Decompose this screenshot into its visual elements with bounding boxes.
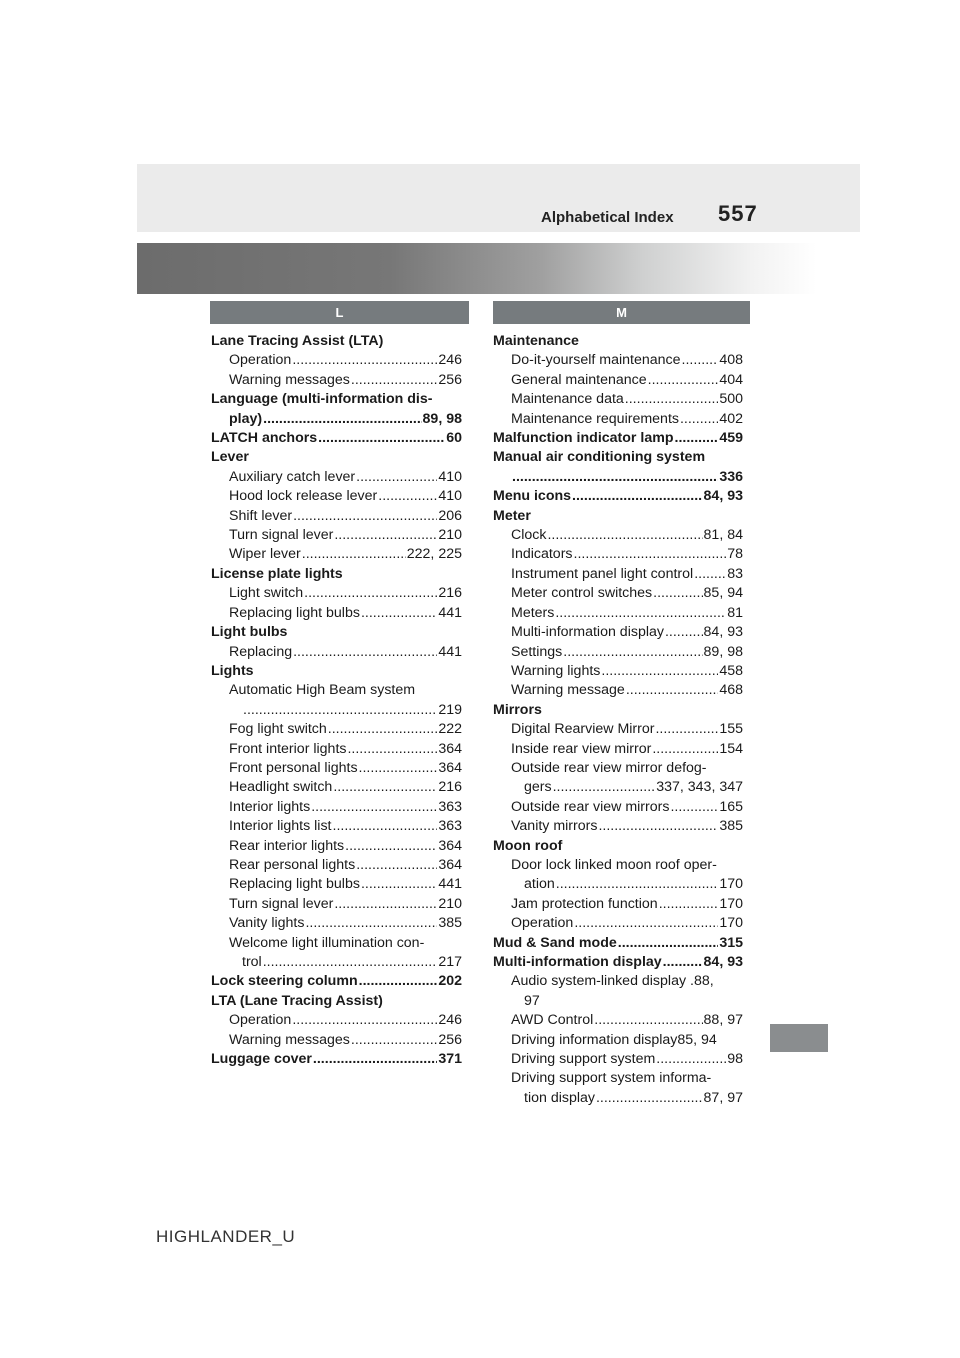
entry-page-ref: 87, 97 <box>703 1089 743 1106</box>
index-subentry[interactable] <box>211 895 462 914</box>
entry-label: LATCH anchors <box>211 430 318 447</box>
entry-label: Outside rear view mirrors <box>511 798 670 815</box>
entry-label: Driving support system <box>511 1051 656 1068</box>
entry-page-ref: 216 <box>438 585 462 602</box>
entry-label: Auxiliary catch lever <box>229 468 356 485</box>
leader-dots <box>345 837 437 856</box>
entry-label: Headlight switch <box>229 779 333 796</box>
index-subentry[interactable] <box>211 914 462 933</box>
leader-dots <box>596 1089 703 1108</box>
entry-page-ref: 219 <box>438 701 462 718</box>
leader-dots <box>292 1011 437 1030</box>
leader-dots <box>356 468 437 487</box>
index-subentry-text: Driving support system informa- <box>511 1070 712 1087</box>
entry-page-ref: 210 <box>438 527 462 544</box>
index-subentry[interactable] <box>211 798 462 817</box>
entry-page-ref: 404 <box>719 371 743 388</box>
leader-dots <box>625 390 719 409</box>
entry-page-ref: 98 <box>727 1051 743 1068</box>
leader-dots <box>652 740 718 759</box>
leader-dots <box>574 914 718 933</box>
entry-label: ation <box>524 876 555 893</box>
leader-dots <box>359 972 438 991</box>
entry-label: Jam protection function <box>511 895 658 912</box>
index-subentry[interactable] <box>493 390 743 409</box>
entry-page-ref: 165 <box>719 798 743 815</box>
entry-label: gers <box>524 779 552 796</box>
entry-page-ref: 246 <box>438 1012 462 1029</box>
entry-page-ref: 363 <box>438 798 462 815</box>
entry-label: Meters <box>511 604 555 621</box>
entry-page-ref: 84, 93 <box>703 624 743 641</box>
entry-page-ref: 246 <box>438 352 462 369</box>
index-subentry[interactable] <box>211 487 462 506</box>
leader-dots <box>334 526 437 545</box>
leader-dots <box>378 487 437 506</box>
entry-page-ref: 88, 97 <box>703 1012 743 1029</box>
entry-page-ref: 441 <box>438 643 462 660</box>
index-subentry-text: Automatic High Beam system <box>229 682 416 699</box>
index-subentry-continued[interactable] <box>493 875 743 894</box>
index-entry[interactable] <box>493 953 743 972</box>
leader-dots <box>333 778 437 797</box>
entry-label: Meter control switches <box>511 585 653 602</box>
index-subentry[interactable] <box>211 604 462 623</box>
index-subentry[interactable] <box>493 1011 743 1030</box>
entry-label: Warning lights <box>511 662 601 679</box>
index-subentry[interactable] <box>493 914 743 933</box>
index-subentry[interactable] <box>493 681 743 700</box>
leader-dots <box>653 584 702 603</box>
index-subentry[interactable] <box>211 545 462 564</box>
leader-dots <box>243 701 437 720</box>
index-entry-continued[interactable] <box>211 410 462 429</box>
page-title: Alphabetical Index <box>541 209 674 226</box>
leader-dots <box>648 371 719 390</box>
entry-label: tion display <box>524 1089 595 1106</box>
entry-page-ref: 170 <box>719 876 743 893</box>
entry-label: Luggage cover <box>211 1051 312 1068</box>
leader-dots <box>618 934 719 953</box>
entry-label: Rear personal lights <box>229 856 356 873</box>
leader-dots <box>305 914 437 933</box>
index-subentry[interactable] <box>493 545 743 564</box>
entry-page-ref: 402 <box>719 410 743 427</box>
entry-page-ref: 222, 225 <box>406 546 462 563</box>
entry-page-ref: 410 <box>438 488 462 505</box>
entry-label: Clock <box>511 527 547 544</box>
index-subentry-text: Audio system-linked display .88, <box>511 973 714 990</box>
index-subentry[interactable] <box>211 778 462 797</box>
index-column-right <box>493 332 743 1108</box>
index-subentry[interactable] <box>493 584 743 603</box>
entry-page-ref: 170 <box>719 895 743 912</box>
index-subentry[interactable] <box>211 817 462 836</box>
leader-dots <box>359 759 438 778</box>
entry-page-ref: 364 <box>438 837 462 854</box>
entry-page-ref: 364 <box>438 856 462 873</box>
index-heading: Language (multi-information dis- <box>211 391 433 408</box>
entry-label: Replacing light bulbs <box>229 876 360 893</box>
index-heading: Maintenance <box>493 333 579 349</box>
entry-page-ref: 60 <box>446 430 462 447</box>
index-heading: Moon roof <box>493 837 563 854</box>
leader-dots <box>572 487 703 506</box>
leader-dots <box>334 895 437 914</box>
entry-page-ref: 363 <box>438 818 462 835</box>
leader-dots <box>361 875 437 894</box>
entry-page-ref: 500 <box>719 391 743 408</box>
entry-label: Maintenance requirements <box>511 410 679 427</box>
index-subentry[interactable] <box>493 604 743 623</box>
index-subentry-continued[interactable] <box>211 953 462 972</box>
entry-page-ref: 336 <box>719 468 743 485</box>
index-entry[interactable] <box>211 972 462 991</box>
index-subentry[interactable] <box>211 351 462 370</box>
entry-page-ref: 216 <box>438 779 462 796</box>
index-subentry-text: Outside rear view mirror defog- <box>511 759 707 776</box>
entry-page-ref: 222 <box>438 721 462 738</box>
index-subentry[interactable] <box>211 643 462 662</box>
index-heading: Lever <box>211 449 249 466</box>
leader-dots <box>601 662 718 681</box>
entry-page-ref: 202 <box>438 973 462 990</box>
entry-label: Turn signal lever <box>229 527 334 544</box>
entry-page-ref: 84, 93 <box>703 488 743 505</box>
leader-dots <box>547 526 702 545</box>
entry-page-ref: 81, 84 <box>703 527 743 544</box>
entry-page-ref: 256 <box>438 371 462 388</box>
entry-page-ref: 364 <box>438 759 462 776</box>
leader-dots <box>351 371 437 390</box>
entry-label: Warning messages <box>229 1031 350 1048</box>
entry-page-ref: 84, 93 <box>703 954 743 970</box>
entry-page-ref: 170 <box>719 915 743 932</box>
leader-dots <box>351 1031 437 1050</box>
entry-page-ref: 78 <box>727 546 743 563</box>
index-subentry[interactable] <box>211 856 462 875</box>
leader-dots <box>356 856 437 875</box>
footer-model: HIGHLANDER_U <box>156 1227 296 1246</box>
section-letter-m: M <box>493 301 750 324</box>
leader-dots <box>555 604 726 623</box>
leader-dots <box>694 565 726 584</box>
entry-label: Lock steering column <box>211 973 358 990</box>
index-subentry-continued[interactable] <box>211 701 462 720</box>
index-subentry-text: Welcome light illumination con- <box>229 934 425 951</box>
entry-page-ref: 385 <box>719 818 743 835</box>
entry-page-ref: 154 <box>719 740 743 757</box>
entry-label: Warning messages <box>229 371 350 388</box>
leader-dots <box>553 778 656 797</box>
entry-label: Multi-information display <box>493 954 662 970</box>
entry-label: Digital Rearview Mirror <box>511 721 655 738</box>
leader-dots <box>318 429 445 448</box>
index-entry[interactable] <box>493 429 743 448</box>
entry-label: Warning message <box>511 682 625 699</box>
entry-label: AWD Control <box>511 1012 594 1029</box>
section-letter-l: L <box>210 301 469 324</box>
index-subentry[interactable] <box>211 740 462 759</box>
entry-label: Inside rear view mirror <box>511 740 652 757</box>
leader-dots <box>682 351 719 370</box>
index-entry[interactable] <box>211 429 462 448</box>
entry-label: Replacing <box>229 643 293 660</box>
entry-label: Interior lights list <box>229 818 332 835</box>
index-subentry-text: 97 <box>524 992 540 1009</box>
index-subentry-continued[interactable] <box>493 1089 743 1108</box>
entry-label: Vanity mirrors <box>511 818 598 835</box>
entry-label: Menu icons <box>493 488 572 505</box>
entry-page-ref: 410 <box>438 468 462 485</box>
leader-dots <box>328 720 438 739</box>
entry-label: Light switch <box>229 585 304 602</box>
entry-label: Operation <box>511 915 574 932</box>
leader-dots <box>626 681 719 700</box>
index-heading: Lane Tracing Assist (LTA) <box>211 333 384 349</box>
entry-page-ref: 217 <box>438 954 462 970</box>
index-heading: License plate lights <box>211 565 343 582</box>
index-subentry[interactable] <box>493 740 743 759</box>
index-subentry[interactable] <box>493 623 743 642</box>
entry-label: General maintenance <box>511 371 647 388</box>
entry-label: play) <box>229 410 263 427</box>
entry-label: Front personal lights <box>229 759 358 776</box>
entry-label: Maintenance data <box>511 391 624 408</box>
index-subentry[interactable] <box>211 584 462 603</box>
leader-dots <box>655 720 718 739</box>
index-subentry[interactable] <box>493 351 743 370</box>
entry-label: Front interior lights <box>229 740 347 757</box>
entry-label: Mud & Sand mode <box>493 934 617 951</box>
leader-dots <box>670 798 718 817</box>
index-subentry[interactable] <box>211 759 462 778</box>
leader-dots <box>293 643 437 662</box>
leader-dots <box>574 545 727 564</box>
index-subentry[interactable] <box>493 410 743 429</box>
index-subentry[interactable] <box>493 662 743 681</box>
index-heading: Meter <box>493 507 531 524</box>
leader-dots <box>680 410 718 429</box>
entry-page-ref: 441 <box>438 876 462 893</box>
index-subentry[interactable] <box>493 720 743 739</box>
index-subentry[interactable] <box>211 720 462 739</box>
entry-page-ref: 468 <box>719 682 743 699</box>
entry-page-ref: 85, 94 <box>703 585 743 602</box>
index-subentry[interactable] <box>211 875 462 894</box>
index-subentry[interactable] <box>211 371 462 390</box>
index-subentry[interactable] <box>211 837 462 856</box>
index-subentry[interactable] <box>211 1031 462 1050</box>
leader-dots <box>333 817 438 836</box>
leader-dots <box>347 740 437 759</box>
index-heading: Lights <box>211 662 254 679</box>
entry-label: Do-it-yourself maintenance <box>511 352 681 369</box>
entry-page-ref: 441 <box>438 604 462 621</box>
index-heading: Manual air conditioning system <box>493 449 706 466</box>
leader-dots <box>263 410 421 429</box>
entry-page-ref: 89, 98 <box>422 410 462 427</box>
leader-dots <box>594 1011 702 1030</box>
index-subentry[interactable] <box>493 895 743 914</box>
entry-label: trol <box>242 954 262 970</box>
index-subentry-text: Driving information display85, 94 <box>511 1031 717 1048</box>
entry-label: Fog light switch <box>229 721 327 738</box>
leader-dots <box>659 895 719 914</box>
index-subentry[interactable] <box>493 643 743 662</box>
entry-page-ref: 364 <box>438 740 462 757</box>
index-heading: Light bulbs <box>211 624 288 641</box>
entry-label: Settings <box>511 643 563 660</box>
entry-label: Operation <box>229 1012 292 1029</box>
leader-dots <box>293 507 437 526</box>
leader-dots <box>556 875 719 894</box>
entry-page-ref: 210 <box>438 895 462 912</box>
entry-page-ref: 337, 343, 347 <box>656 779 743 796</box>
entry-label: Instrument panel light control <box>511 565 694 582</box>
index-entry-continued[interactable] <box>493 468 743 487</box>
entry-label: Turn signal lever <box>229 895 334 912</box>
leader-dots <box>292 351 437 370</box>
entry-label: Indicators <box>511 546 573 563</box>
leader-dots <box>598 817 718 836</box>
entry-page-ref: 81 <box>727 604 743 621</box>
entry-page-ref: 459 <box>719 430 743 447</box>
entry-page-ref: 83 <box>727 565 743 582</box>
page-number: 557 <box>718 201 758 226</box>
index-subentry[interactable] <box>493 798 743 817</box>
index-subentry[interactable] <box>493 371 743 390</box>
index-subentry[interactable] <box>211 507 462 526</box>
index-subentry[interactable] <box>493 526 743 545</box>
leader-dots <box>563 643 702 662</box>
leader-dots <box>665 623 703 642</box>
entry-label: Rear interior lights <box>229 837 345 854</box>
leader-dots <box>675 429 719 448</box>
entry-page-ref: 256 <box>438 1031 462 1048</box>
header-gradient-band <box>137 243 860 294</box>
index-subentry[interactable] <box>493 565 743 584</box>
entry-page-ref: 206 <box>438 507 462 524</box>
entry-page-ref: 458 <box>719 662 743 679</box>
entry-label: Shift lever <box>229 507 293 524</box>
leader-dots <box>263 953 438 972</box>
entry-label: Operation <box>229 352 292 369</box>
index-subentry-continued[interactable] <box>493 778 743 797</box>
leader-dots <box>361 604 437 623</box>
index-subentry-text: Door lock linked moon roof oper- <box>511 856 717 873</box>
entry-page-ref: 408 <box>719 352 743 369</box>
index-subentry[interactable] <box>211 1011 462 1030</box>
entry-label: Malfunction indicator lamp <box>493 430 674 447</box>
index-subentry[interactable] <box>493 817 743 836</box>
index-subentry[interactable] <box>211 468 462 487</box>
leader-dots <box>313 1050 437 1069</box>
entry-label: Multi-information display <box>511 624 664 641</box>
leader-dots <box>302 545 406 564</box>
index-heading: Mirrors <box>493 701 542 718</box>
entry-label: Hood lock release lever <box>229 488 378 505</box>
entry-label: Replacing light bulbs <box>229 604 360 621</box>
entry-page-ref: 89, 98 <box>703 643 743 660</box>
index-heading: LTA (Lane Tracing Assist) <box>211 992 383 1009</box>
entry-page-ref: 315 <box>719 934 743 951</box>
index-column-left <box>211 332 462 1069</box>
index-entry[interactable] <box>493 934 743 953</box>
leader-dots <box>656 1050 726 1069</box>
entry-label: Interior lights <box>229 798 311 815</box>
leader-dots <box>512 468 718 487</box>
index-subentry[interactable] <box>493 1050 743 1069</box>
entry-label: Wiper lever <box>229 546 301 563</box>
index-entry[interactable] <box>211 1050 462 1069</box>
entry-page-ref: 371 <box>438 1051 462 1068</box>
leader-dots <box>663 953 703 972</box>
leader-dots <box>311 798 437 817</box>
index-entry[interactable] <box>493 487 743 506</box>
chapter-tab <box>770 1024 828 1052</box>
entry-label: Vanity lights <box>229 915 305 932</box>
entry-page-ref: 385 <box>438 915 462 932</box>
entry-page-ref: 155 <box>719 721 743 738</box>
leader-dots <box>304 584 437 603</box>
index-subentry[interactable] <box>211 526 462 545</box>
